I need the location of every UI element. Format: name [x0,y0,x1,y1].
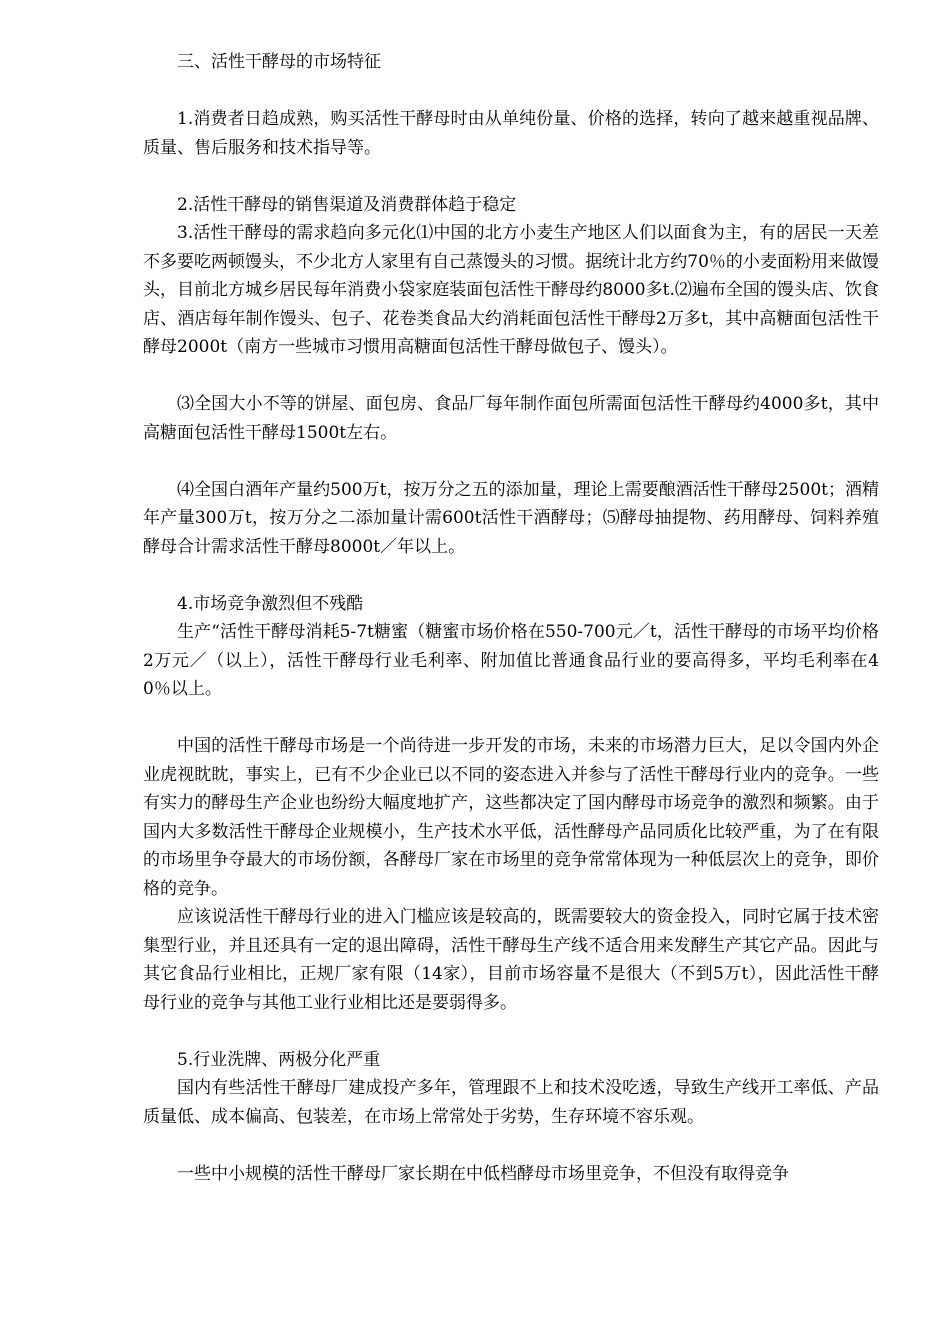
paragraph-4-heading: 4.市场竞争激烈但不残酷 [177,593,364,614]
paragraph-item-3: ⑶全国大小不等的饼屋、面包房、食品厂每年制作面包所需面包活性干酵母约4000多t，其中高糖面包活性干酵母1500t左右。 [143,394,879,443]
document-body [143,48,879,1188]
blank-line [143,362,879,391]
blank-line [143,704,879,733]
paragraph-3: 3.活性干酵母的需求趋向多元化⑴中国的北方小麦生产地区人们以面食为主，有的居民一天差不多要吃两顿馒头，不少北方人家里有自己蒸馒头的习惯。据统计北方约70％的小麦面粉用来做馒头，目前北方城乡居民每年消费小袋家庭装面包活性干酵母约8000多t.⑵遍布全国的馒头店、饮食店、酒店每年制作馒头、包子、花卷类食品大约消耗面包活性干酵母2万多t，其中高糖面包活性干酵母2000t（南方一些城市习惯用高糖面包活性干酵母做包子、馒头）。 [143,223,879,357]
paragraph-4-body: 生产“活性干酵母消耗5-7t糖蜜（糖蜜市场价格在550-700元／t，活性干酵母的市场平均价格2万元／（以上），活性干酵母行业毛利率、附加值比普通食品行业的要高得多，平均毛利率在40％以上。 [143,622,879,699]
paragraph-5-body: 国内有些活性干酵母厂建成投产多年，管理跟不上和技术没吃透，导致生产线开工率低、产品质量低、成本偏高、包装差，在市场上常常处于劣势，生存环境不容乐观。 [143,1078,879,1127]
paragraph-last: 一些中小规模的活性干酵母厂家长期在中低档酵母市场里竞争，不但没有取得竞争 [177,1163,789,1184]
paragraph-2: 2.活性干酵母的销售渠道及消费群体趋于稳定 [177,194,517,215]
paragraph-item-4-5: ⑷全国白酒年产量约500万t，按万分之五的添加量，理论上需要酿酒活性干酵母2500t；酒精年产量300万t，按万分之二添加量计需600t活性干酒酵母；⑸酵母抽提物、药用酵母、饲料养殖酵母合计需求活性干酵母8000t／年以上。 [143,479,879,557]
section-heading: 三、活性干酵母的市场特征 [177,52,381,72]
blank-line [143,561,879,590]
paragraph-market: 中国的活性干酵母市场是一个尚待进一步开发的市场，未来的市场潜力巨大，足以令国内外企业虎视眈眈，事实上，已有不少企业已以不同的姿态进入并参与了活性干酵母行业内的竞争。一些有实力的酵母生产企业也纷纷大幅度地扩产，这些都决定了国内酵母市场竞争的激烈和频繁。由于国内大多数活性干酵母企业规模小，生产技术水平低，活性酵母产品同质化比较严重，为了在有限的市场里争夺最大的市场份额，各酵母厂家在市场里的竞争常常体现为一种低层次上的竞争，即价格的竞争。 [143,736,879,899]
paragraph-1: 1.消费者日趋成熟，购买活性干酵母时由从单纯份量、价格的选择，转向了越来越重视品牌、质量、售后服务和技术指导等。 [143,109,879,158]
blank-line [143,1131,879,1160]
paragraph-entry-barrier: 应该说活性干酵母行业的进入门槛应该是较高的，既需要较大的资金投入，同时它属于技术密集型行业，并且还具有一定的退出障碍，活性干酵母生产线不适合用来发酵生产其它产品。因此与其它食品行业相比，正规厂家有限（14家），目前市场容量不是很大（不到5万t），因此活性干酵母行业的竞争与其他工业行业相比还是要弱得多。 [143,907,879,1013]
paragraph-5-heading: 5.行业洗牌、两极分化严重 [177,1049,381,1070]
blank-line [143,447,879,476]
blank-line [143,162,879,191]
blank-line [143,77,879,106]
blank-line [143,1017,879,1046]
